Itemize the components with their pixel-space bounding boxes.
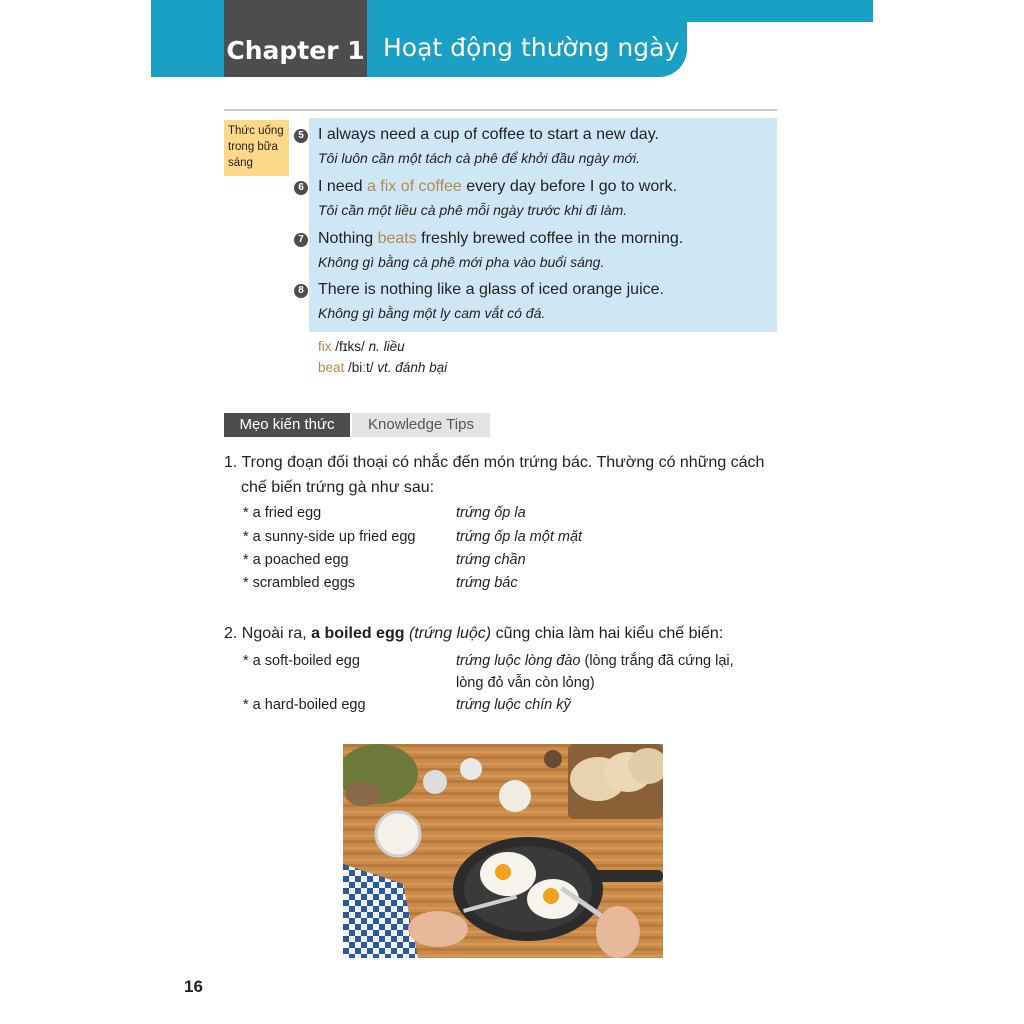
tips-paragraph-1: 1. Trong đoạn đối thoại có nhắc đến món trứng bác. Thường có những cách (224, 454, 765, 471)
list-item-translation: trứng ốp la (456, 505, 526, 521)
sentence-vi: Tôi luôn cần một tách cà phê để khởi đầu ngày mới. (318, 150, 640, 166)
sentence-en: I always need a cup of coffee to start a new day. (318, 126, 659, 143)
sentence-vi: Không gì bằng cà phê mới pha vào buổi sáng. (318, 254, 605, 270)
list-item-translation: trứng bác (456, 575, 518, 591)
chapter-title: Hoạt động thường ngày (383, 33, 680, 62)
sentence-number: 5 (294, 129, 308, 143)
vocab-beat: beat /biːt/ vt. đánh bại (318, 360, 448, 375)
tips-label: Mẹo kiến thức (224, 413, 350, 437)
sentence-number: 6 (294, 181, 308, 195)
list-item: * a hard-boiled egg (243, 697, 366, 713)
page-number: 16 (184, 977, 203, 996)
vocab-fix: fix /fɪks/ n. liều (318, 339, 405, 354)
sentence-number: 7 (294, 233, 308, 247)
list-item-translation: trứng ốp la một mặt (456, 529, 583, 545)
list-item: * scrambled eggs (243, 575, 356, 591)
list-item-translation: trứng luộc lòng đào (lòng trắng đã cứng lại, (456, 653, 734, 669)
sentence-en: I need a fix of coffee every day before I go to work. (318, 178, 678, 195)
list-item: * a soft-boiled egg (243, 653, 360, 669)
topic-tag: Thức uống trong bữa sáng (224, 120, 289, 176)
divider (224, 109, 777, 111)
chapter-text: Chapter 1 (226, 36, 365, 65)
list-item-note: lòng đỏ vẫn còn lỏng) (456, 675, 595, 691)
sentence-en: Nothing beats freshly brewed coffee in the morning. (318, 230, 684, 247)
tips-paragraph-1-cont: chế biến trứng gà như sau: (241, 479, 435, 496)
list-item: * a poached egg (243, 552, 349, 568)
chapter-label (224, 0, 367, 77)
tips-label-en: Knowledge Tips (352, 413, 490, 437)
list-item-translation: trứng chần (456, 552, 526, 568)
sentence-number: 8 (294, 284, 308, 298)
tips-paragraph-2: 2. Ngoài ra, a boiled egg (trứng luộc) cũng chia làm hai kiểu chế biến: (224, 625, 724, 642)
sentence-vi: Không gì bằng một ly cam vắt có đá. (318, 305, 546, 321)
sentence-en: There is nothing like a glass of iced orange juice. (318, 281, 664, 298)
highlight-phrase: a fix of coffee (366, 178, 462, 195)
breakfast-photo (343, 744, 663, 958)
highlight-phrase: beats (377, 230, 417, 247)
list-item: * a sunny-side up fried egg (243, 529, 416, 545)
sentence-vi: Tôi cần một liều cà phê mỗi ngày trước khi đi làm. (318, 202, 628, 218)
list-item-translation: trứng luộc chín kỹ (456, 697, 571, 713)
list-item: * a fried egg (243, 505, 322, 521)
